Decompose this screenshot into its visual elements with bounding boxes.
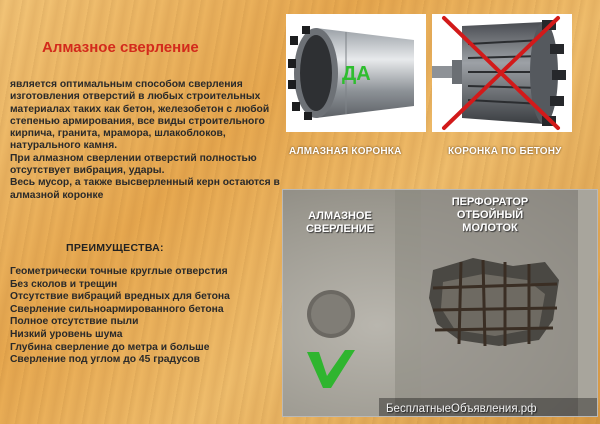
watermark: БесплатныеОбъявления.рф xyxy=(386,403,537,415)
advantage-item: Без сколов и трещин xyxy=(10,278,118,290)
advantages-title: ПРЕИМУЩЕСТВА: xyxy=(66,242,164,254)
yes-label: ДА xyxy=(342,63,371,85)
advantage-item: Сверление под углом до 45 градусов xyxy=(10,354,201,366)
concrete-core-bit-image xyxy=(432,14,572,132)
intro-paragraph: Весь мусор, а также высверленный керн остаются в алмазной коронке xyxy=(10,177,280,201)
wall-comparison-photo xyxy=(282,189,598,417)
intro-paragraph: При алмазном сверлении отверстий полностью отсутствует вибрация, удары. xyxy=(10,152,257,177)
advantage-item: Полное отсутствие пыли xyxy=(10,316,139,328)
intro-paragraph: является оптимальным способом сверления изготовления отверстий в любых строительных материалах таких как бетон, железобетон с любой степенью армирования, все виды строительного кирпича, гранита, мрамора, шлакоблоков, натурального камня. xyxy=(10,79,270,152)
advantage-item: Глубина сверление до метра и больше xyxy=(10,341,210,353)
diamond-core-bit-image xyxy=(286,14,426,132)
advantages-list xyxy=(10,266,230,367)
advantage-item: Отсутствие вибраций вредных для бетона xyxy=(10,291,230,303)
advantage-item: Сверление сильноармированного бетона xyxy=(10,303,224,315)
intro-text xyxy=(10,79,285,202)
concrete-bit-caption: КОРОНКА ПО БЕТОНУ xyxy=(448,146,562,157)
advantage-item: Геометрически точные круглые отверстия xyxy=(10,266,228,277)
diamond-bit-caption: АЛМАЗНАЯ КОРОНКА xyxy=(289,146,402,157)
diamond-drilling-label: АЛМАЗНОЕ СВЕРЛЕНИЕ xyxy=(305,210,375,235)
check-icon xyxy=(307,350,355,388)
advantage-item: Низкий уровень шума xyxy=(10,328,123,340)
hammer-drill-label: ПЕРФОРАТОР ОТБОЙНЫЙ МОЛОТОК xyxy=(451,196,529,234)
page-title: Алмазное сверление xyxy=(42,39,199,56)
